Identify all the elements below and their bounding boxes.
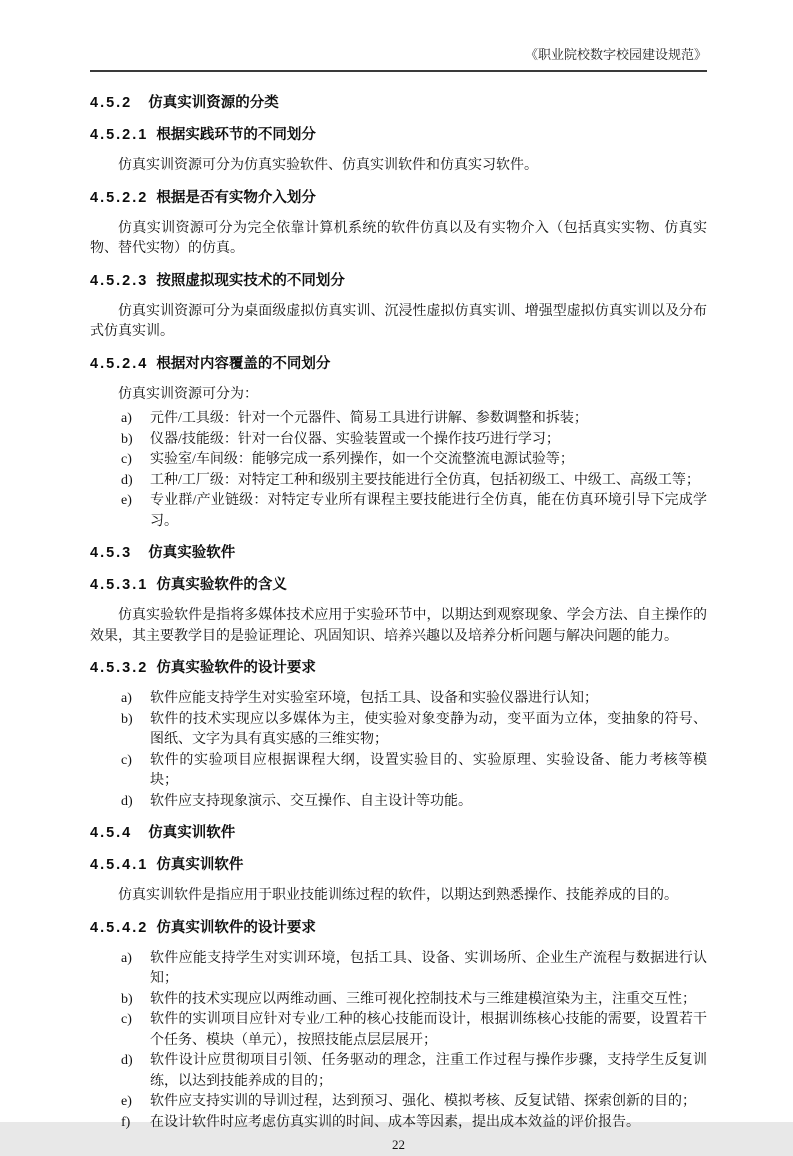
heading-title: 仿真实训资源的分类	[148, 95, 279, 111]
heading-title: 根据实践环节的不同划分	[156, 127, 316, 143]
heading-title: 仿真实训软件	[148, 825, 236, 841]
heading-number: 4.5.4.2	[90, 919, 149, 936]
list-item	[90, 1113, 707, 1134]
list-item-text: 软件应支持现象演示、交互操作、自主设计等功能。	[150, 793, 472, 809]
list-item	[90, 689, 707, 710]
heading-title: 仿真实训软件	[156, 857, 244, 873]
heading-number: 4.5.3	[90, 545, 133, 561]
heading-4-5-4-1	[90, 855, 707, 876]
heading-title: 根据是否有实物介入划分	[156, 189, 316, 206]
heading-number: 4.5.2	[90, 95, 133, 111]
list-item-text: 软件的实验项目应根据课程大纲，设置实验目的、实验原理、实验设备、能力考核等模块；	[150, 752, 707, 788]
list-item	[90, 1010, 707, 1051]
list-item-text: 软件应能支持学生对实训环境，包括工具、设备、实训场所、企业生产流程与数据进行认知；	[150, 950, 707, 986]
heading-title: 按照虚拟现实技术的不同划分	[156, 272, 345, 289]
list-item-text: 软件应能支持学生对实验室环境，包括工具、设备和实验仪器进行认知；	[150, 691, 598, 706]
heading-title: 仿真实验软件	[148, 545, 236, 561]
document-content	[90, 72, 707, 1156]
list-item-text: 元件/工具级：针对一个元器件、简易工具进行讲解、参数调整和拆装；	[150, 411, 588, 426]
heading-4-5-2-3	[90, 271, 707, 292]
heading-4-5-3	[90, 543, 707, 564]
heading-number: 4.5.2.2	[90, 189, 149, 206]
list-item	[90, 949, 707, 990]
list-item-text: 软件的技术实现应以两维动画、三维可视化控制技术与三维建模渲染为主，注重交互性；	[150, 991, 696, 1007]
list-item-marker: d)	[121, 472, 133, 488]
heading-4-5-2-2	[90, 188, 707, 209]
list-item	[90, 751, 707, 792]
list-item-text: 实验室/车间级：能够完成一系列操作，如一个交流整流电源试验等；	[150, 452, 574, 467]
list-item-text: 专业群/产业链级：对特定专业所有课程主要技能进行全仿真，能在仿真环境引导下完成学习。	[150, 493, 707, 529]
list-item-text: 仪器/技能级：针对一台仪器、实验装置或一个操作技巧进行学习；	[150, 431, 560, 447]
list-item	[90, 990, 707, 1011]
list-item-text: 软件的技术实现应以多媒体为主，使实验对象变静为动，变平面为立体，变抽象的符号、图纸、文字为具有真实感的三维实物；	[150, 711, 707, 747]
list-item-marker: a)	[121, 950, 132, 966]
heading-4-5-2-1	[90, 125, 707, 146]
paragraph: 仿真实验软件是指将多媒体技术应用于实验环节中，以期达到观察现象、学会方法、自主操作的效果，其主要教学目的是验证理论、巩固知识、培养兴趣以及培养分析问题与解决问题的能力。	[90, 608, 707, 644]
list-item-text: 软件设计应贯彻项目引领、任务驱动的理念，注重工作过程与操作步骤，支持学生反复训练，以达到技能养成的目的；	[150, 1053, 707, 1089]
list-item-marker: d)	[121, 793, 133, 809]
list-item	[90, 710, 707, 751]
list-item-marker: c)	[121, 752, 132, 768]
header-document-title: 《职业院校数字校园建设规范》	[524, 47, 707, 62]
list-item-text: 软件应支持实训的导训过程，达到预习、强化、模拟考核、反复试错、探索创新的目的；	[150, 1094, 696, 1109]
list-item-marker: c)	[121, 1012, 132, 1027]
heading-4-5-2	[90, 93, 707, 114]
list-item	[90, 491, 707, 532]
heading-number: 4.5.4.1	[90, 857, 149, 873]
heading-4-5-4	[90, 823, 707, 844]
list-item-marker: a)	[121, 691, 132, 706]
list-item-marker: b)	[121, 991, 133, 1007]
heading-4-5-2-4	[90, 354, 707, 375]
list-item-marker: b)	[121, 711, 133, 727]
heading-number: 4.5.4	[90, 825, 133, 841]
heading-number: 4.5.2.1	[90, 127, 149, 143]
page-footer	[90, 1135, 707, 1156]
heading-number: 4.5.2.4	[90, 355, 149, 372]
list-item-marker: f)	[121, 1114, 131, 1130]
list-item-marker: e)	[121, 493, 132, 508]
paragraph: 仿真实训资源可分为完全依靠计算机系统的软件仿真以及有实物介入（包括真实实物、仿真实物、替代实物）的仿真。	[90, 220, 707, 256]
list-item	[90, 1051, 707, 1092]
heading-number: 4.5.3.2	[90, 660, 149, 676]
list-item-marker: d)	[121, 1053, 133, 1068]
heading-number: 4.5.2.3	[90, 272, 149, 289]
heading-title: 仿真实验软件的设计要求	[156, 660, 316, 676]
list-item-marker: b)	[121, 431, 133, 447]
heading-4-5-3-2	[90, 658, 707, 679]
heading-number: 4.5.3.1	[90, 577, 149, 593]
list-item-text: 软件的实训项目应针对专业/工种的核心技能而设计，根据训练核心技能的需要，设置若干个任务、模块（单元），按照技能点层层展开；	[150, 1012, 707, 1048]
paragraph: 仿真实训资源可分为仿真实验软件、仿真实训软件和仿真实习软件。	[118, 158, 538, 173]
list-item-text: 在设计软件时应考虑仿真实训的时间、成本等因素，提出成本效益的评价报告。	[150, 1114, 640, 1130]
list-item-marker: a)	[121, 411, 132, 426]
heading-4-5-3-1	[90, 575, 707, 596]
heading-title: 仿真实验软件的含义	[156, 577, 287, 593]
list-item	[90, 471, 707, 492]
list-item	[90, 450, 707, 471]
page-header	[90, 46, 707, 72]
list-item-text: 工种/工厂级：对特定工种和级别主要技能进行全仿真，包括初级工、中级工、高级工等；	[150, 472, 700, 488]
heading-title: 仿真实训软件的设计要求	[156, 919, 316, 936]
list-item-marker: e)	[121, 1094, 132, 1109]
paragraph: 仿真实训软件是指应用于职业技能训练过程的软件，以期达到熟悉操作、技能养成的目的。	[118, 888, 678, 903]
paragraph: 仿真实训资源可分为桌面级虚拟仿真实训、沉浸性虚拟仿真实训、增强型虚拟仿真实训以及分布式仿真实训。	[90, 303, 707, 339]
paragraph: 仿真实训资源可分为：	[118, 386, 258, 402]
list-item	[90, 792, 707, 813]
list-item	[90, 430, 707, 451]
page-number: 22	[392, 1137, 405, 1152]
heading-4-5-4-2	[90, 918, 707, 939]
list-item	[90, 1092, 707, 1113]
list-item-marker: c)	[121, 452, 132, 467]
list-item	[90, 409, 707, 430]
heading-title: 根据对内容覆盖的不同划分	[156, 355, 331, 372]
